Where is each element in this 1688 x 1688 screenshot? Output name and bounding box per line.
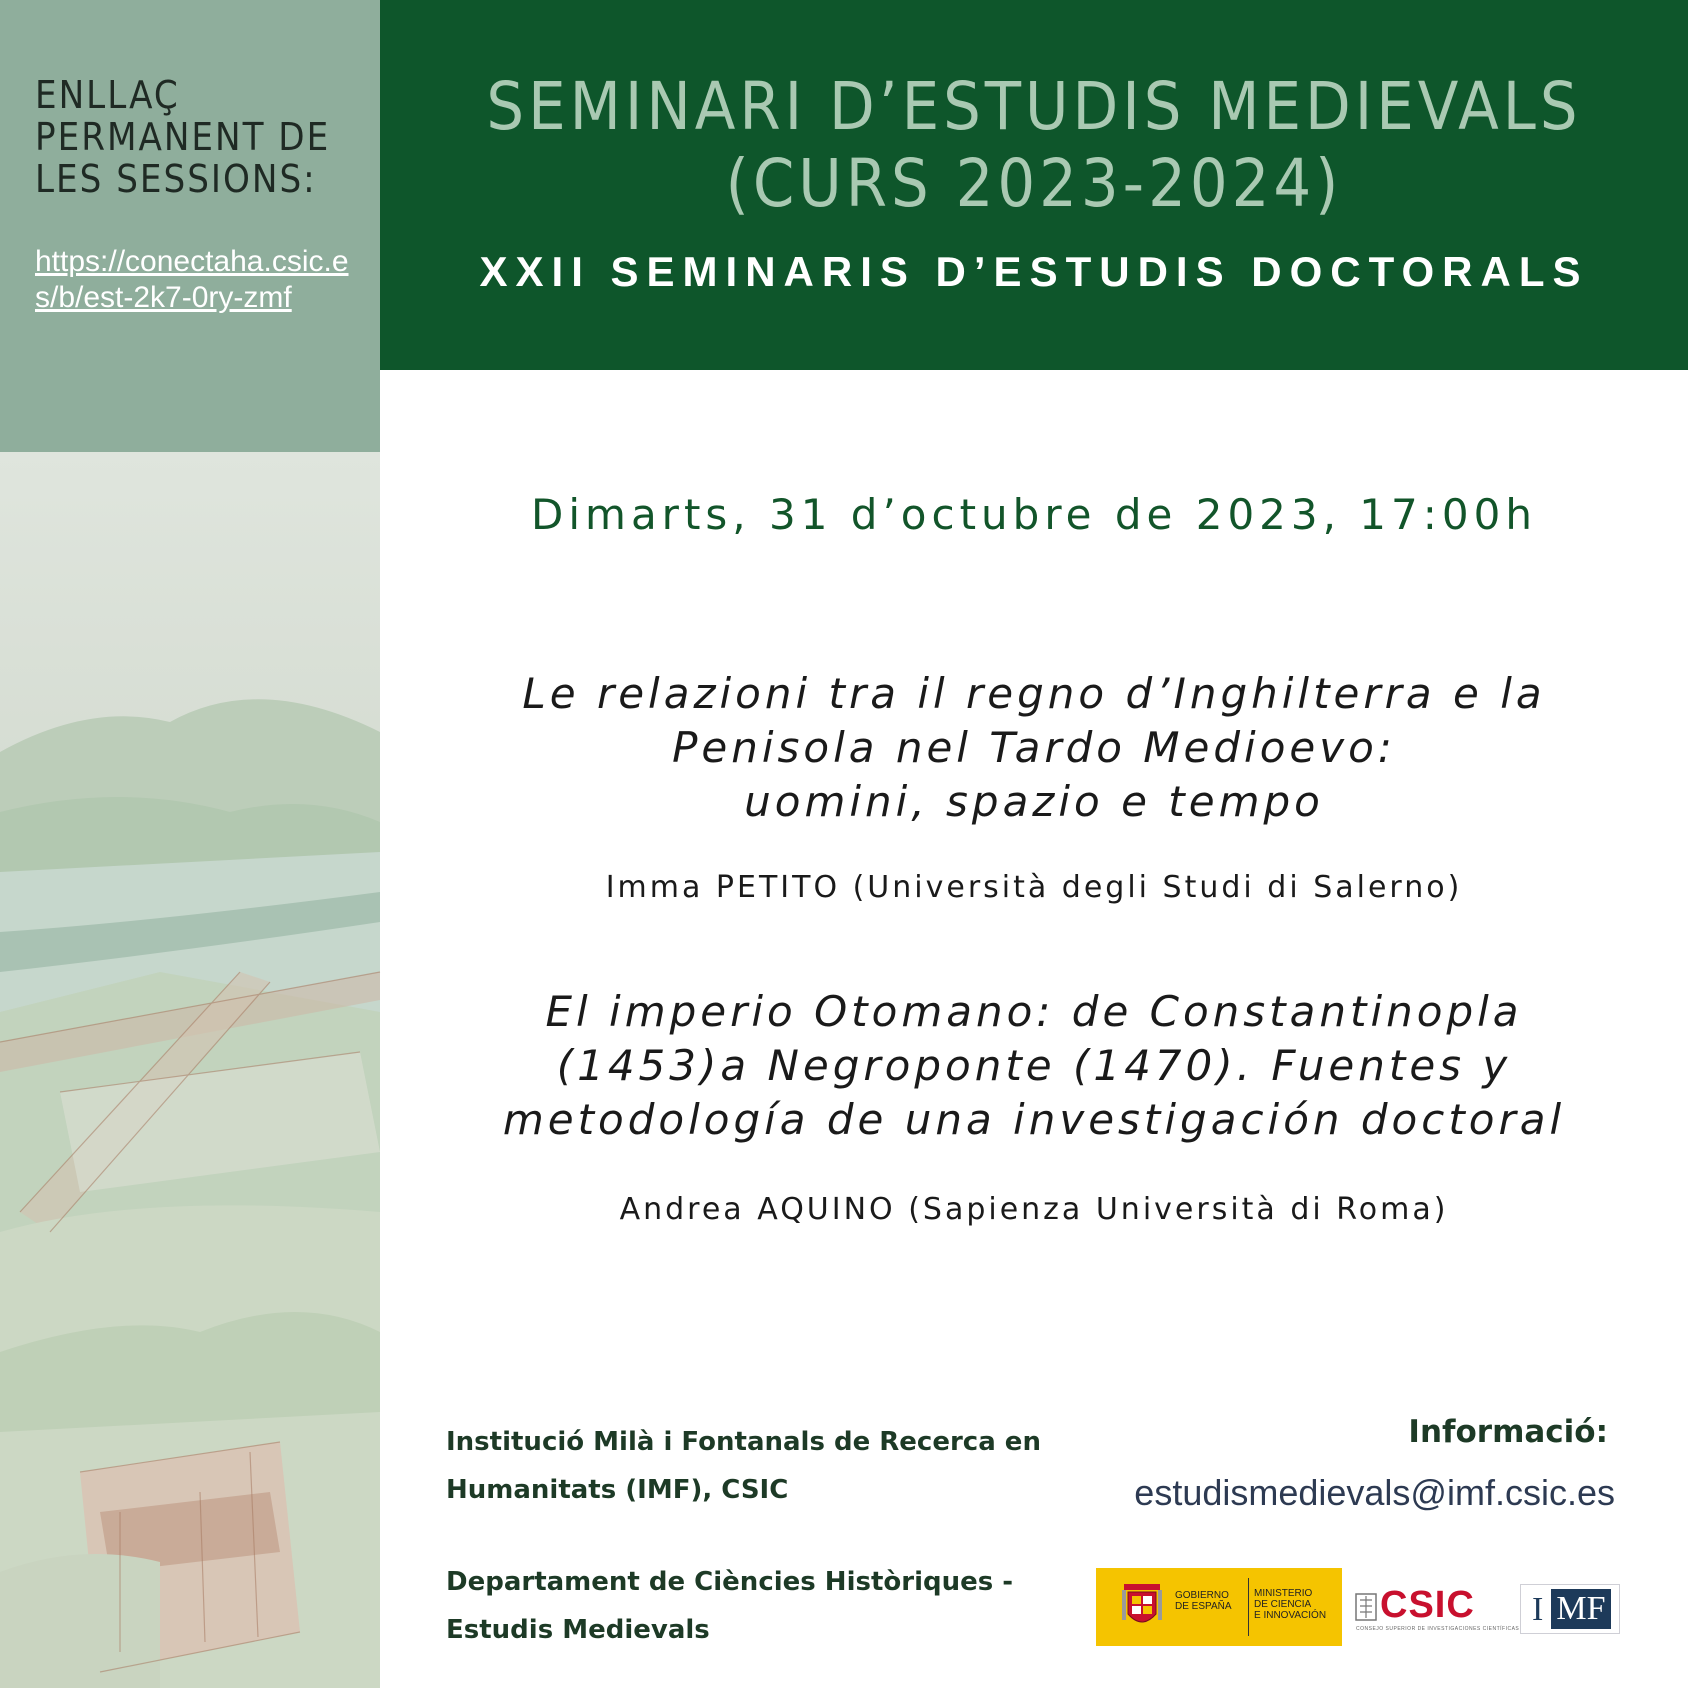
organizer-line: Estudis Medievals	[446, 1615, 710, 1645]
landscape-illustration	[0, 452, 380, 1688]
ministerio-line: MINISTERIO	[1254, 1588, 1313, 1599]
logo-divider	[1248, 1578, 1249, 1636]
sidebar	[0, 0, 380, 452]
info-label: Informació:	[1408, 1414, 1608, 1450]
csic-logo	[1352, 1584, 1520, 1636]
organizer-department	[446, 1558, 1086, 1654]
gobierno-line: DE ESPAÑA	[1175, 1601, 1232, 1612]
ministerio-line: DE CIENCIA	[1254, 1599, 1312, 1610]
header-banner	[380, 0, 1688, 370]
gobierno-text	[1175, 1590, 1245, 1612]
seminar-subtitle: XXII SEMINARIS D’ESTUDIS DOCTORALS	[479, 248, 1589, 295]
talk-title	[380, 985, 1688, 1147]
csic-emblem-icon	[1354, 1592, 1378, 1622]
seminar-title-line: SEMINARI D’ESTUDIS MEDIEVALS	[486, 68, 1582, 145]
imf-letter-i: I	[1532, 1591, 1544, 1628]
csic-wordmark: CSIC	[1380, 1584, 1475, 1626]
csic-tagline: CONSEJO SUPERIOR DE INVESTIGACIONES CIENTÍFICAS	[1356, 1626, 1520, 1632]
talk-speaker: Andrea AQUINO (Sapienza Università di Roma)	[619, 1192, 1449, 1227]
sidebar-title: ENLLAÇ PERMANENT DE LES SESSIONS:	[35, 73, 331, 201]
talk-speaker: Imma PETITO (Università degli Studi di Salerno)	[605, 870, 1463, 905]
talk-title	[380, 667, 1688, 829]
talk-title-line: El imperio Otomano: de Constantinopla	[545, 987, 1523, 1036]
imf-logo	[1520, 1584, 1620, 1634]
organizer-line: Institució Milà i Fontanals de Recerca en	[446, 1427, 1041, 1457]
seminar-title	[380, 68, 1688, 222]
gobierno-line: GOBIERNO	[1175, 1590, 1229, 1601]
session-date: Dimarts, 31 d’octubre de 2023, 17:00h	[531, 490, 1537, 539]
talk-title-line: Le relazioni tra il regno d’Inghilterra e la	[522, 669, 1546, 718]
talk-title-line: metodología de una investigación doctoral	[502, 1095, 1566, 1144]
ministerio-text	[1254, 1588, 1340, 1621]
organizer-line: Departament de Ciències Històriques -	[446, 1567, 1014, 1597]
talk-title-line: uomini, spazio e tempo	[744, 777, 1324, 826]
organizer-institute	[446, 1418, 1086, 1514]
imf-letters-mf: MF	[1551, 1589, 1611, 1629]
coat-of-arms-icon	[1122, 1580, 1162, 1632]
gobierno-ministerio-logo	[1096, 1568, 1342, 1646]
session-link[interactable]: https://conectaha.csic.es/b/est-2k7-0ry-zmf	[35, 245, 349, 314]
seminar-title-line: (CURS 2023-2024)	[725, 145, 1343, 222]
contact-email-link[interactable]: estudismedievals@imf.csic.es	[1134, 1472, 1615, 1513]
organizer-line: Humanitats (IMF), CSIC	[446, 1475, 789, 1505]
ministerio-line: E INNOVACIÓN	[1254, 1610, 1327, 1621]
talk-title-line: (1453)a Negroponte (1470). Fuentes y	[556, 1041, 1512, 1090]
talk-title-line: Penisola nel Tardo Medioevo:	[672, 723, 1396, 772]
